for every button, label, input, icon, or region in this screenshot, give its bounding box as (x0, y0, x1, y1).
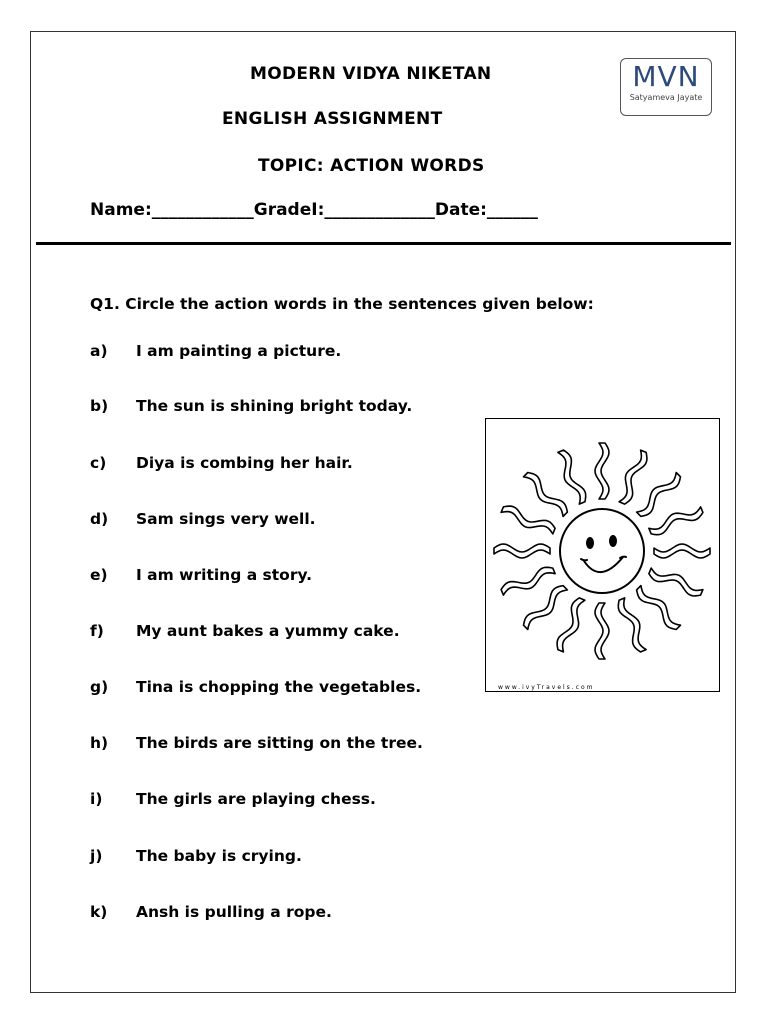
list-item (90, 734, 423, 752)
school-logo (620, 58, 712, 116)
logo-abbr: MVN (632, 60, 700, 93)
topic-title: TOPIC: ACTION WORDS (258, 156, 485, 176)
item-label: e) (90, 566, 108, 584)
item-text: The baby is crying. (136, 847, 302, 865)
list-item (90, 510, 316, 528)
sun-ray (637, 473, 681, 517)
sun-ray (595, 603, 609, 659)
item-text: Sam sings very well. (136, 510, 316, 528)
image-watermark: www.ivyTravels.com (498, 684, 595, 691)
list-item (90, 622, 400, 640)
list-item (90, 454, 353, 472)
sun-illustration (485, 418, 720, 692)
list-item (90, 397, 412, 415)
sun-ray (654, 544, 710, 558)
item-label: f) (90, 622, 104, 640)
question-title: Q1. Circle the action words in the sentences given below: (90, 295, 594, 313)
list-item (90, 847, 302, 865)
sun-face (560, 509, 644, 593)
sun-ray (501, 506, 555, 534)
item-label: d) (90, 510, 109, 528)
list-item (90, 790, 376, 808)
sun-rays (494, 443, 710, 659)
list-item (90, 903, 332, 921)
list-item (90, 566, 312, 584)
item-label: j) (90, 847, 103, 865)
school-name: MODERN VIDYA NIKETAN (250, 64, 492, 84)
item-label: c) (90, 454, 107, 472)
sun-ray (558, 450, 586, 504)
sun-icon (486, 419, 719, 691)
sun-ray (557, 598, 585, 652)
student-info-fields: Name:____________GradeI:_____________Date:______ (90, 200, 538, 220)
list-item (90, 678, 421, 696)
item-text: Diya is combing her hair. (136, 454, 353, 472)
sun-ray (637, 586, 681, 630)
sun-ray (649, 507, 703, 535)
sun-ray (524, 586, 568, 630)
assignment-title: ENGLISH ASSIGNMENT (222, 109, 443, 129)
item-text: The sun is shining bright today. (136, 397, 413, 415)
item-label: b) (90, 397, 109, 415)
list-item (90, 342, 341, 360)
sun-ray (494, 544, 550, 558)
sun-ray (619, 450, 647, 504)
item-label: i) (90, 790, 103, 808)
item-text: Tina is chopping the vegetables. (136, 678, 422, 696)
sun-ray (649, 568, 703, 596)
header-divider (36, 242, 731, 245)
item-text: The birds are sitting on the tree. (136, 734, 423, 752)
sun-ray (595, 443, 609, 499)
item-text: I am writing a story. (136, 566, 313, 584)
sun-ray (618, 598, 646, 652)
sun-ray (501, 567, 555, 595)
item-text: My aunt bakes a yummy cake. (136, 622, 400, 640)
item-label: g) (90, 678, 109, 696)
item-text: Ansh is pulling a rope. (136, 903, 332, 921)
item-label: h) (90, 734, 109, 752)
item-text: The girls are playing chess. (136, 790, 376, 808)
item-label: k) (90, 903, 108, 921)
item-text: I am painting a picture. (136, 342, 342, 360)
logo-tagline: Satyameva Jayate (629, 93, 703, 102)
item-label: a) (90, 342, 108, 360)
sun-ray (524, 473, 568, 517)
